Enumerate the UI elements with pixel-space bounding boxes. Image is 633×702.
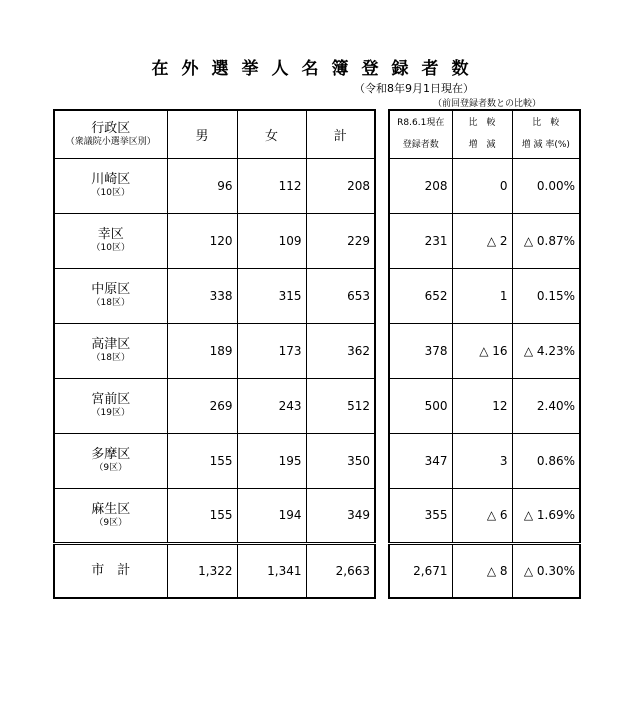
comparison-row — [389, 488, 580, 543]
total-cell: 653 — [306, 268, 375, 323]
rate-cell: △ 0.87% — [512, 213, 580, 268]
table-row — [54, 268, 375, 323]
total-cell: 362 — [306, 323, 375, 378]
district-label: （10区） — [91, 243, 130, 253]
rate-cell: 2.40% — [512, 378, 580, 433]
comparison-row — [389, 433, 580, 488]
comparison-row — [389, 378, 580, 433]
registration-table — [53, 109, 376, 599]
ward-name: 麻生区 — [91, 501, 131, 517]
district-label: （10区） — [91, 188, 130, 198]
rate-cell: 0.86% — [512, 433, 580, 488]
comparison-row — [389, 323, 580, 378]
ward-name: 多摩区 — [91, 447, 131, 462]
rate-cell: 0.15% — [512, 268, 580, 323]
male-cell: 189 — [167, 323, 237, 378]
ward-header-sub: （衆議院小選挙区別） — [65, 136, 156, 147]
ward-cell — [54, 158, 167, 213]
total-cell: 208 — [306, 158, 375, 213]
city-total-comparison-row — [389, 543, 580, 598]
ward-cell — [54, 323, 167, 378]
male-header: 男 — [167, 110, 237, 158]
city-total-label: 市 計 — [54, 543, 167, 598]
comparison-row — [389, 213, 580, 268]
prev-cell: 500 — [389, 378, 452, 433]
table-row — [54, 433, 375, 488]
rate-header-line1: 比 較 — [532, 118, 560, 129]
prev-header-line1: R8.6.1現在 — [397, 118, 445, 129]
city-total-rate: △ 0.30% — [512, 543, 580, 598]
total-cell: 229 — [306, 213, 375, 268]
male-cell: 96 — [167, 158, 237, 213]
female-cell: 109 — [237, 213, 306, 268]
comparison-header-row — [389, 110, 580, 158]
table-row — [54, 158, 375, 213]
as-of-date: （令和8年9月1日現在） — [354, 82, 474, 95]
rate-header — [512, 110, 580, 158]
prev-cell: 208 — [389, 158, 452, 213]
header-row — [54, 110, 375, 158]
ward-header-label: 行政区 — [91, 120, 131, 136]
ward-name: 宮前区 — [91, 392, 131, 407]
rate-cell: 0.00% — [512, 158, 580, 213]
female-cell: 243 — [237, 378, 306, 433]
diff-header-line2: 増 減 — [468, 140, 496, 151]
male-cell: 155 — [167, 433, 237, 488]
comparison-note: （前回登録者数との比較） — [433, 99, 542, 109]
city-total-diff: △ 8 — [452, 543, 512, 598]
page-title: 在外選挙人名簿登録者数 — [151, 59, 482, 79]
city-total-male: 1,322 — [167, 543, 237, 598]
ward-cell — [54, 433, 167, 488]
total-cell: 512 — [306, 378, 375, 433]
table-row — [54, 213, 375, 268]
diff-header-line1: 比 較 — [468, 118, 496, 129]
ward-name: 幸区 — [97, 227, 124, 242]
table-row — [54, 488, 375, 543]
prev-cell: 652 — [389, 268, 452, 323]
total-cell: 350 — [306, 433, 375, 488]
female-cell: 112 — [237, 158, 306, 213]
table-row — [54, 323, 375, 378]
ward-cell — [54, 378, 167, 433]
total-cell: 349 — [306, 488, 375, 543]
diff-cell: 1 — [452, 268, 512, 323]
diff-cell: 3 — [452, 433, 512, 488]
city-total-female: 1,341 — [237, 543, 306, 598]
female-header: 女 — [237, 110, 306, 158]
female-cell: 315 — [237, 268, 306, 323]
rate-cell: △ 4.23% — [512, 323, 580, 378]
male-cell: 155 — [167, 488, 237, 543]
district-label: （9区） — [94, 517, 128, 528]
prev-cell: 378 — [389, 323, 452, 378]
diff-header — [452, 110, 512, 158]
city-total-total: 2,663 — [306, 543, 375, 598]
city-total-prev: 2,671 — [389, 543, 452, 598]
rate-header-line2: 増 減 率(%) — [521, 140, 570, 151]
comparison-row — [389, 158, 580, 213]
district-label: （18区） — [91, 298, 130, 308]
diff-cell: 0 — [452, 158, 512, 213]
ward-header — [54, 110, 167, 158]
ward-cell — [54, 268, 167, 323]
diff-cell: △ 16 — [452, 323, 512, 378]
prev-header — [389, 110, 452, 158]
prev-cell: 231 — [389, 213, 452, 268]
total-header: 計 — [306, 110, 375, 158]
female-cell: 195 — [237, 433, 306, 488]
diff-cell: △ 2 — [452, 213, 512, 268]
district-label: （18区） — [91, 353, 130, 363]
rate-cell: △ 1.69% — [512, 488, 580, 543]
ward-name: 川崎区 — [91, 172, 131, 187]
male-cell: 338 — [167, 268, 237, 323]
comparison-table — [388, 109, 581, 599]
male-cell: 120 — [167, 213, 237, 268]
district-label: （19区） — [91, 408, 130, 418]
ward-cell — [54, 488, 167, 543]
district-label: （9区） — [94, 463, 128, 473]
city-total-row — [54, 543, 375, 598]
prev-cell: 347 — [389, 433, 452, 488]
diff-cell: △ 6 — [452, 488, 512, 543]
table-row — [54, 378, 375, 433]
ward-name: 中原区 — [91, 282, 131, 297]
ward-name: 高津区 — [91, 337, 131, 352]
female-cell: 194 — [237, 488, 306, 543]
comparison-row — [389, 268, 580, 323]
prev-cell: 355 — [389, 488, 452, 543]
prev-header-line2: 登録者数 — [402, 140, 439, 151]
diff-cell: 12 — [452, 378, 512, 433]
ward-cell — [54, 213, 167, 268]
female-cell: 173 — [237, 323, 306, 378]
male-cell: 269 — [167, 378, 237, 433]
